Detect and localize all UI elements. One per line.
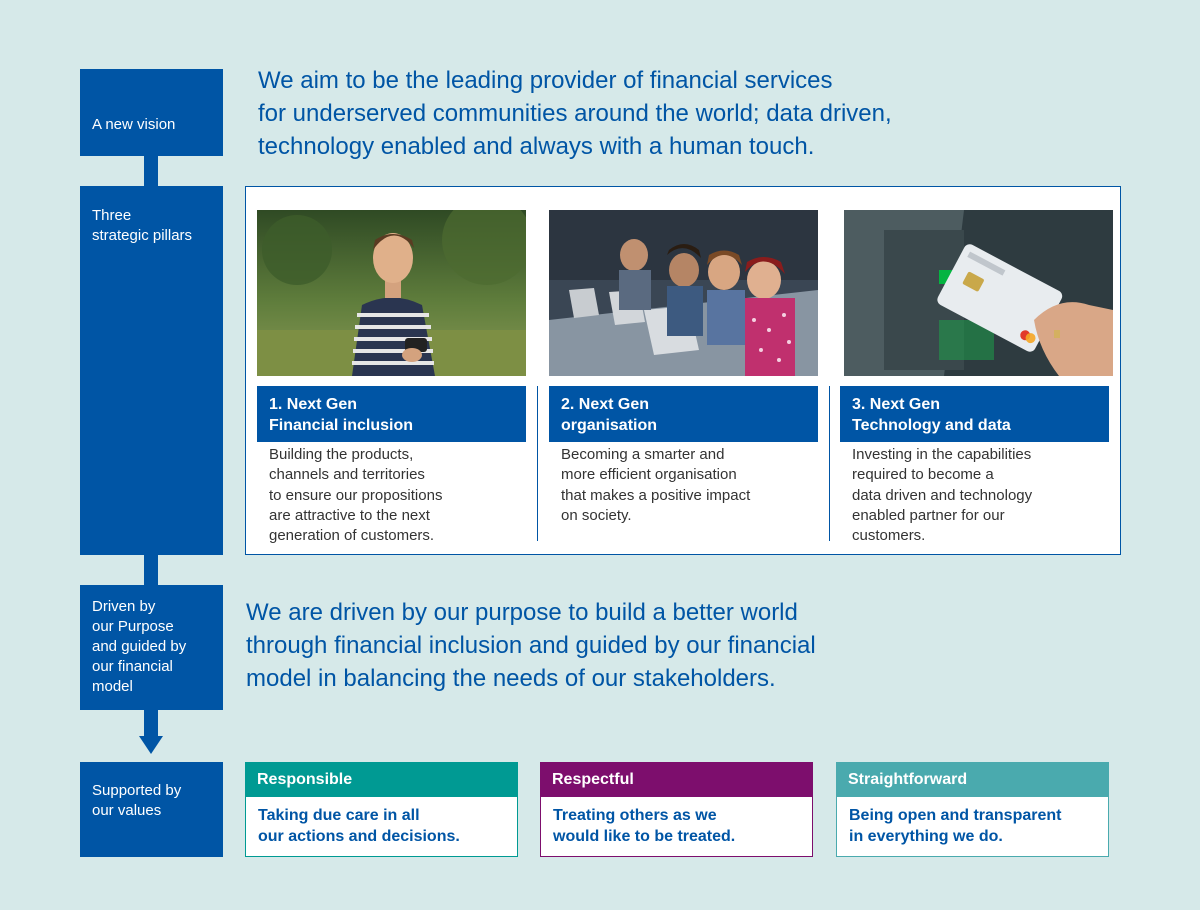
pillars-label: Three strategic pillars [80, 186, 223, 555]
value-text-responsible: Taking due care in all our actions and decisions. [245, 797, 518, 857]
purpose-label: Driven by our Purpose and guided by our financial model [80, 585, 223, 710]
pillar-text-1: Building the products, channels and territories to ensure our propositions are attractive to the next generation of customers. [269, 446, 443, 545]
values-label: Supported by our values [80, 762, 223, 857]
pillar-text-3: Investing in the capabilities required to become a data driven and technology enabled partner for our customers. [852, 446, 1033, 545]
value-heading-straightforward: Straightforward [836, 762, 1109, 797]
pillar-text-2: Becoming a smarter and more efficient organisation that makes a positive impact on society. [561, 446, 751, 524]
value-heading-responsible: Responsible [245, 762, 518, 797]
pillar-image-3 [844, 210, 1113, 376]
pillar-title-2: 2. Next Gen organisation [549, 386, 818, 442]
pillar-title-3: 3. Next Gen Technology and data [840, 386, 1109, 442]
down-arrow-icon [139, 736, 163, 754]
purpose-statement: We are driven by our purpose to build a better world through financial inclusion and guided by our financial model in balancing the needs of our stakeholders. [246, 599, 816, 692]
connector-line [144, 150, 158, 190]
vision-label: A new vision [80, 69, 223, 156]
connector-line [144, 705, 158, 739]
value-text-straightforward: Being open and transparent in everything we do. [836, 797, 1109, 857]
pillar-image-1 [257, 210, 526, 376]
value-text-respectful: Treating others as we would like to be treated. [540, 797, 813, 857]
pillar-title-1: 1. Next Gen Financial inclusion [257, 386, 526, 442]
pillar-divider [537, 386, 538, 541]
pillar-divider [829, 386, 830, 541]
connector-line [144, 550, 158, 590]
vision-statement: We aim to be the leading provider of financial services for underserved communities around the world; data driven, technology enabled and always with a human touch. [258, 67, 892, 160]
pillar-image-2 [549, 210, 818, 376]
value-heading-respectful: Respectful [540, 762, 813, 797]
